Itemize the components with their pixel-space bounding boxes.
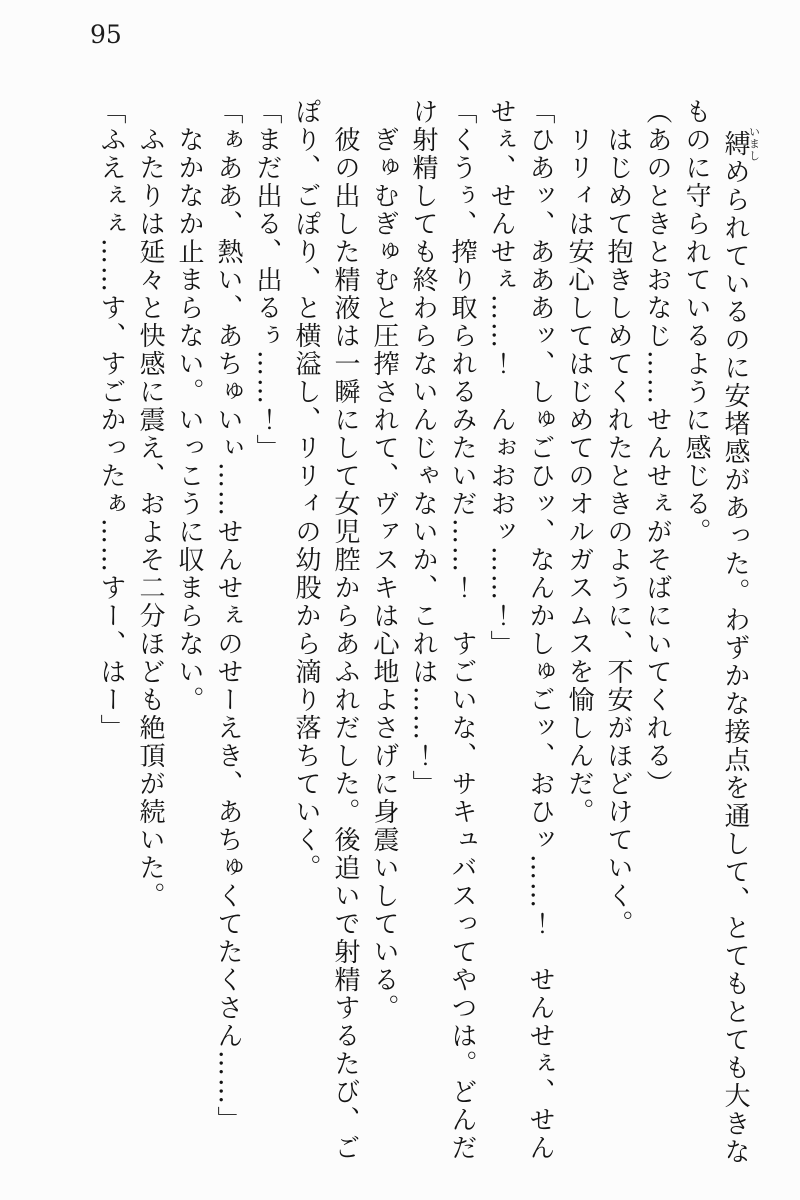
text-line-13: 「まだ出る、出るぅ……！」	[252, 98, 282, 462]
page-number: 95	[90, 20, 122, 49]
text-line-8: 「くうぅ、搾り取られるみたいだ……！ すごいな、サキュバスってやつは。どんだ	[447, 98, 477, 1162]
text-line-2: ものに守られているように感じる。	[681, 98, 711, 546]
text-line-11: 彼の出した精液は一瞬にして女児腔からあふれだした。後追いで射精するたび、ご	[330, 126, 360, 1162]
text-line-4: はじめて抱きしめてくれたときのように、不安がほどけていく。	[603, 126, 633, 938]
text-line-16: ふたりは延々と快感に震え、およそ二分ほども絶頂が続いた。	[135, 126, 165, 910]
text-line-15: なかなか止まらない。いっこうに収まらない。	[174, 126, 204, 714]
text-line-17: 「ふえぇぇ……す、すごかったぁ……すー、はー」	[96, 98, 126, 742]
text-block	[91, 98, 760, 1166]
text-line-12: ぽり、ごぽり、と横溢し、リリィの幼股から滴り落ちていく。	[291, 98, 321, 882]
text-line-6: 「ひあッ、あああッ、しゅごひッ、なんかしゅごッ、おひッ……！ せんせぇ、せん	[525, 98, 555, 1162]
text-line-1: 縛いましめられているのに安堵感があった。わずかな接点を通して、とてもとても大きな	[720, 126, 761, 1166]
ruby-annotation: 縛いまし	[720, 126, 761, 162]
text-line-10: ぎゅむぎゅむと圧搾されて、ヴァスキは心地よさげに身震いしている。	[369, 126, 399, 1022]
text-line-9: け射精しても終わらないんじゃないか、これは……！」	[408, 98, 438, 798]
text-line-3: （あのときとおなじ……せんせぇがそばにいてくれる）	[642, 98, 672, 798]
text-line-14: 「ぁああ、熱い、あちゅいぃ……せんせぇのせーえき、あちゅくてたくさん……」	[213, 98, 243, 1134]
text-line-5: リリィは安心してはじめてのオルガスムスを愉しんだ。	[564, 126, 594, 826]
text-line-7: せぇ、せんせぇ……！ んぉおおッ……！」	[486, 98, 516, 658]
